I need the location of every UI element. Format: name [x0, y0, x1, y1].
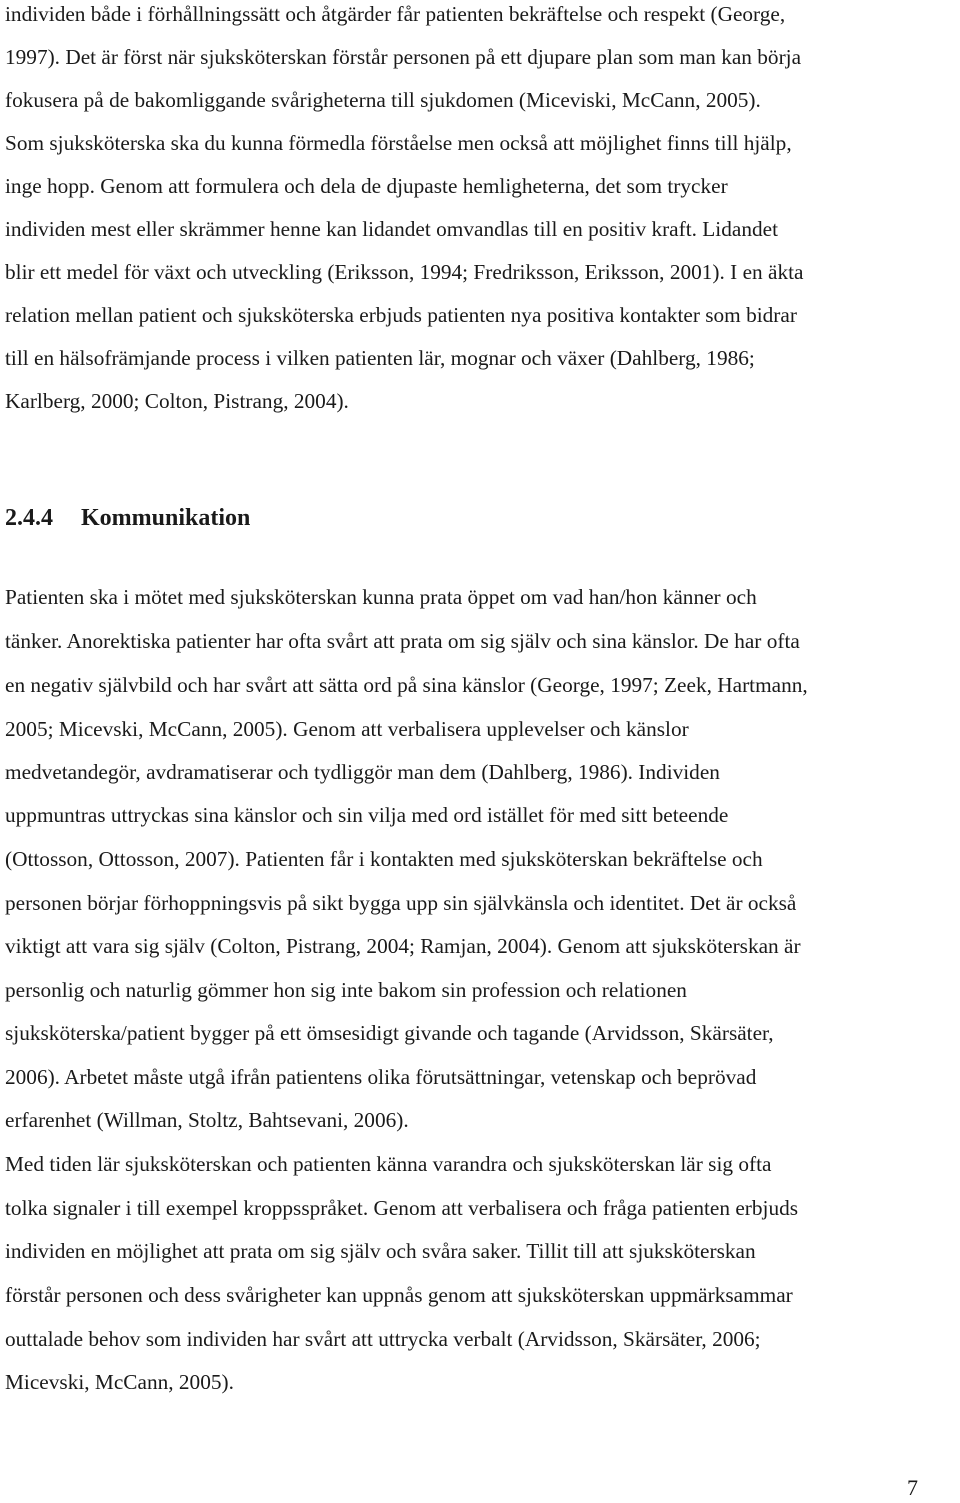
text-line: uppmuntras uttryckas sina känslor och sin vilja med ord istället för med sitt beteende — [5, 803, 729, 827]
text-line: Karlberg, 2000; Colton, Pistrang, 2004). — [5, 389, 349, 413]
text-line: blir ett medel för växt och utveckling (Eriksson, 1994; Fredriksson, Eriksson, 2001). I en äkta — [5, 260, 804, 284]
page-number: 7 — [907, 1475, 918, 1500]
text-line: erfarenhet (Willman, Stoltz, Bahtsevani, 2006). — [5, 1108, 409, 1132]
text-line: Patienten ska i mötet med sjuksköterskan kunna prata öppet om vad han/hon känner och — [5, 585, 757, 609]
text-line: medvetandegör, avdramatiserar och tydliggör man dem (Dahlberg, 1986). Individen — [5, 760, 720, 784]
text-line: tänker. Anorektiska patienter har ofta svårt att prata om sig själv och sina känslor. De har ofta — [5, 629, 800, 653]
text-line: Micevski, McCann, 2005). — [5, 1370, 234, 1394]
text-line: inge hopp. Genom att formulera och dela de djupaste hemligheterna, det som trycker — [5, 174, 728, 198]
text-line: relation mellan patient och sjuksköterska erbjuds patienten nya positiva kontakter som bidrar — [5, 303, 797, 327]
text-line: till en hälsofrämjande process i vilken patienten lär, mognar och växer (Dahlberg, 1986; — [5, 346, 755, 370]
section-title: Kommunikation — [81, 505, 251, 531]
text-line: fokusera på de bakomliggande svårigheterna till sjukdomen (Miceviski, McCann, 2005). — [5, 88, 761, 112]
text-line: personen börjar förhoppningsvis på sikt bygga upp sin självkänsla och identitet. Det är också — [5, 891, 797, 915]
text-line: sjuksköterska/patient bygger på ett ömsesidigt givande och tagande (Arvidsson, Skärsäter, — [5, 1021, 774, 1045]
text-line: viktigt att vara sig själv (Colton, Pistrang, 2004; Ramjan, 2004). Genom att sjuksköterskan är — [5, 934, 801, 958]
text-line: förstår personen och dess svårigheter kan uppnås genom att sjuksköterskan uppmärksammar — [5, 1283, 793, 1307]
section-heading — [5, 503, 250, 533]
text-line: 2005; Micevski, McCann, 2005). Genom att verbalisera upplevelser och känslor — [5, 717, 689, 741]
text-line: individen en möjlighet att prata om sig själv och svåra saker. Tillit till att sjuksköterskan — [5, 1239, 756, 1263]
text-line: tolka signaler i till exempel kroppsspråket. Genom att verbalisera och fråga patienten erbjuds — [5, 1196, 799, 1220]
section-number: 2.4.4 — [5, 505, 53, 531]
text-line: Med tiden lär sjuksköterskan och patienten känna varandra och sjuksköterskan lär sig ofta — [5, 1152, 772, 1176]
text-line: Som sjuksköterska ska du kunna förmedla förståelse men också att möjlighet finns till hjälp, — [5, 131, 792, 155]
text-line: personlig och naturlig gömmer hon sig inte bakom sin profession och relationen — [5, 978, 687, 1002]
text-line: outtalade behov som individen har svårt att uttrycka verbalt (Arvidsson, Skärsäter, 2006; — [5, 1327, 761, 1351]
text-line: individen både i förhållningssätt och åtgärder får patienten bekräftelse och respekt (George, — [5, 2, 786, 26]
text-line: (Ottosson, Ottosson, 2007). Patienten får i kontakten med sjuksköterskan bekräftelse och — [5, 847, 763, 871]
text-line: en negativ självbild och har svårt att sätta ord på sina känslor (George, 1997; Zeek, Hartmann, — [5, 673, 808, 697]
text-line: individen mest eller skrämmer henne kan lidandet omvandlas till en positiv kraft. Lidandet — [5, 217, 778, 241]
text-line: 1997). Det är först när sjuksköterskan förstår personen på ett djupare plan som man kan börja — [5, 45, 802, 69]
text-line: 2006). Arbetet måste utgå ifrån patientens olika förutsättningar, vetenskap och beprövad — [5, 1065, 757, 1089]
